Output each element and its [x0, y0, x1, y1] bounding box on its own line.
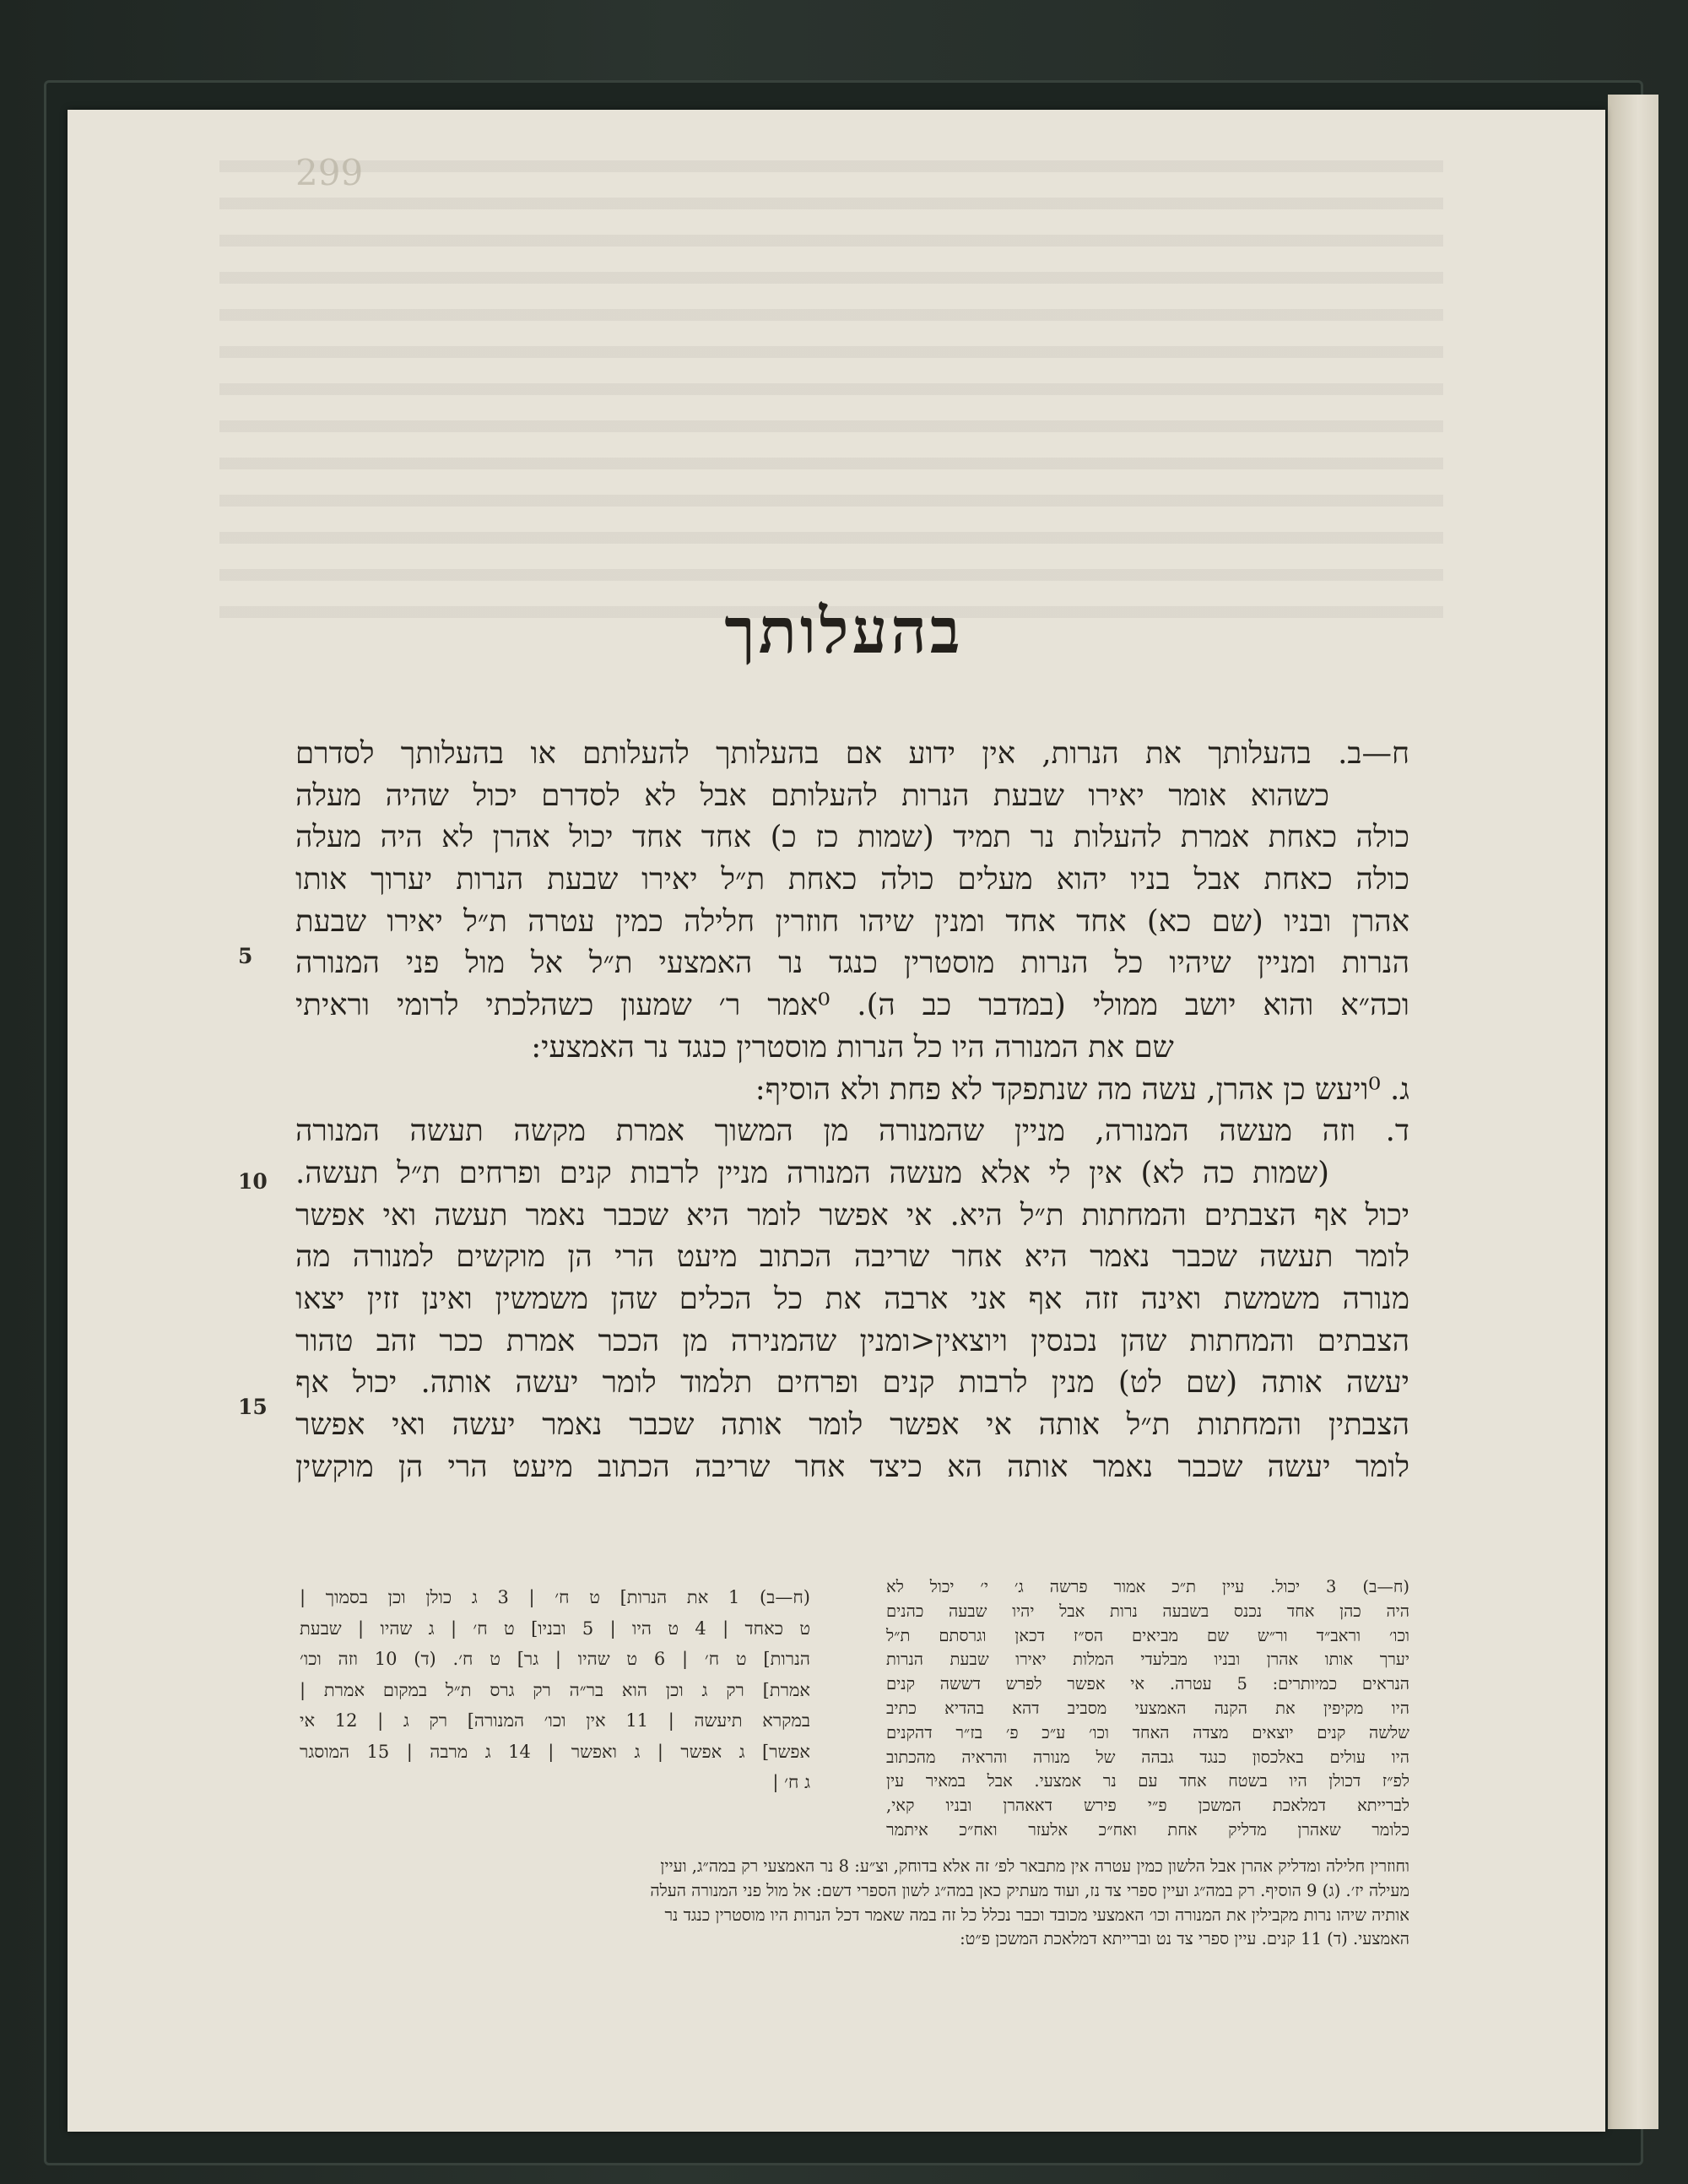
text-line: ח—ב. בהעלותך את הנרות, אין ידוע אם בהעלותך להעלותם או בהעלותך לסדרם — [295, 736, 1409, 771]
text-line: ג. ⁰ויעש כן אהרן, עשה מה שנתפקד לא פחת ולא הוסיף: — [755, 1071, 1409, 1107]
line-number: 10 — [238, 1169, 268, 1194]
bleed-through-text — [219, 160, 1443, 633]
bleed-through-page-number: 299 — [295, 152, 364, 193]
apparatus-line: אמרת] רק ג וכן הוא בר״ה רק גרס ת״ל במקום אמרת | — [300, 1679, 810, 1700]
text-line: כשהוא אומר יאירו שבעת הנרות להעלותם אבל לא לסדרם יכול שהיה מעלה — [295, 778, 1329, 813]
commentary-line: וכו׳ וראב״ד ור״ש שם מביאים הס״ז דכאן וגרסתם ת״ל — [886, 1625, 1409, 1645]
variants-apparatus — [300, 1582, 810, 1798]
text-line: לומר יעשה שכבר נאמר אותה הא כיצד אחר שריבה הכתוב מיעט הרי הן מוקשין — [295, 1449, 1409, 1484]
commentary-line: מעילה יז׳. (ג) 9 הוסיף. רק במה״ג ועיין ספרי צד נז, ועוד מעתיק כאן במה״ג לשון הספרי דשם: אל מול פני המנורה העלה — [650, 1880, 1409, 1900]
commentary-line: (ח—ב) 3 יכול. עיין ת״כ אמור פרשה ג׳ י׳ יכול לא — [886, 1577, 1409, 1596]
commentary-line: הנראים כמיותרים: 5 עטרה. אי אפשר לפרש דששה קנים — [886, 1674, 1409, 1694]
text-line: כולה כאחת אמרת להעלות נר תמיד (שמות כז כ) אחד אחד יכול אהרן לא היה מעלה — [295, 820, 1409, 855]
text-line: לומר תעשה שכבר נאמר היא אחר שריבה הכתוב מיעט הרי הן מוקשים למנורה מה — [295, 1239, 1409, 1275]
text-line: הנרות ומניין שיהיו כל הנרות מוסטרין כנגד נר האמצעי ת״ל אל מול פני המנורה — [295, 946, 1409, 981]
text-line: וכה״א והוא יושב ממולי (במדבר כב ה). ⁰אמר ר׳ שמעון כשהלכתי לרומי וראיתי — [295, 988, 1409, 1023]
text-line: ד. וזה מעשה המנורה, מניין שהמנורה מן המשוך אמרת מקשה תעשה המנורה — [295, 1114, 1409, 1149]
line-number: 15 — [238, 1395, 268, 1419]
text-line: כולה כאחת אבל בניו יהוא מעלים כולה כאחת ת״ל יאירו שבעת הנרות יערוך אותו — [295, 862, 1409, 897]
commentary-notes-continued — [650, 1855, 1409, 1952]
commentary-notes — [886, 1575, 1409, 1843]
commentary-line: האמצעי. (ד) 11 קנים. עיין ספרי צד נט וברייתא דמלאכת המשכן פ״ט: — [960, 1929, 1409, 1949]
text-line: יכול אף הצבתים והמחתות ת״ל היא. אי אפשר לומר היא שכבר נאמר תעשה ואי אפשר — [295, 1197, 1409, 1233]
text-line: אהרן ובניו (שם כא) אחד אחד ומנין שיהו חוזרין חלילה כמין עטרה ת״ל יאירו שבעת — [295, 903, 1409, 939]
commentary-line: יערך אותו אהרן ובניו מבלעדי המלות יאירו שבעת הנרות — [886, 1650, 1409, 1670]
commentary-line: לפ״ז דכולן היו בשטח אחד עם נר אמצעי. אבל במאיר עין — [886, 1771, 1409, 1791]
commentary-line: לברייתא דמלאכת המשכן פ״י פירש דאאהרן ובניו קאי, — [886, 1796, 1409, 1816]
commentary-line: כלומר שאהרן מדליק אחת ואח״כ אלעזר ואח״כ איתמר — [886, 1819, 1409, 1840]
apparatus-line: ט כאחד | 4 ט היו | 5 ובניו] ט ח׳ | ג שהיו | שבעת — [300, 1618, 811, 1639]
commentary-line: וחוזרין חלילה ומדליק אהרן אבל הלשון כמין עטרה אין מתבאר לפ׳ זה אלא בדוחק, וצ״ע: 8 נר האמצעי רק במה״ג, ועיין — [660, 1856, 1409, 1876]
commentary-line: היה כהן אחד נכנס בשבעה נרות אבל יהיו שבעה כהנים — [886, 1601, 1409, 1621]
commentary-line: היו מקיפין את הקנה האמצעי מסביב דהא בהדיא כתיב — [886, 1698, 1409, 1718]
line-number: 5 — [238, 944, 253, 968]
commentary-line: היו עולים באלכסון כנגד גבהה של מנורה והראיה מהכתוב — [886, 1747, 1409, 1767]
apparatus-line: במקרא תיעשה | 11 אין וכו׳ המנורה] רק ג | 12 אי — [300, 1710, 810, 1731]
section-title: בהעלותך — [724, 595, 964, 668]
text-line: הצבתין והמחתות ת״ל אותה אי אפשר לומר אותה שכבר נאמר יעשה ואי אפשר — [295, 1407, 1409, 1442]
text-line: (שמות כה לא) אין לי אלא מעשה המנורה מניין לרבות קנים ופרחים ת״ל תעשה. — [295, 1155, 1329, 1190]
text-line: מנורה משמשת ואינה זזה אף אני ארבה את כל הכלים שהן משמשין ואינן זזין יצאו — [295, 1281, 1409, 1316]
main-text — [295, 733, 1409, 1488]
apparatus-line: אפשר] ג אפשר | ג ואפשר | 14 ג מרבה | 15 המוסגר — [300, 1741, 811, 1762]
text-line: הצבתים והמחתות שהן נכנסין ויוצאין<ומנין שהמנירה מן הככר אמרת ככר זהב טהור — [295, 1323, 1409, 1358]
apparatus-line: הנרות] ט ח׳ | 6 ט שהיו | גר] ט ח׳. (ד) 10 וזה וכו׳ — [300, 1649, 810, 1669]
commentary-line: אותיה שיהו נרות מקבילין את המנורה וכו׳ האמצעי מכובד וכבר נכלל כל זה במה שאמר דכל הנרות היו מוסטרין כנגד נר — [664, 1905, 1409, 1925]
next-page-edge — [1608, 95, 1658, 2129]
apparatus-line: (ח—ב) 1 את הנרות] ט ח׳ | 3 ג כולן וכן בסמוך | — [300, 1587, 810, 1607]
text-line: שם את המנורה היו כל הנרות מוסטרין כנגד נר האמצעי: — [531, 1029, 1174, 1065]
apparatus-line: ג ח׳ | — [772, 1772, 810, 1792]
text-line: יעשה אותה (שם לט) מנין לרבות קנים ופרחים תלמוד לומר יעשה אותה. יכול אף — [295, 1365, 1409, 1401]
commentary-line: שלשה קנים יוצאים מצדה האחד וכו׳ ע״כ פ׳ בז״ר דהקנים — [886, 1722, 1409, 1742]
